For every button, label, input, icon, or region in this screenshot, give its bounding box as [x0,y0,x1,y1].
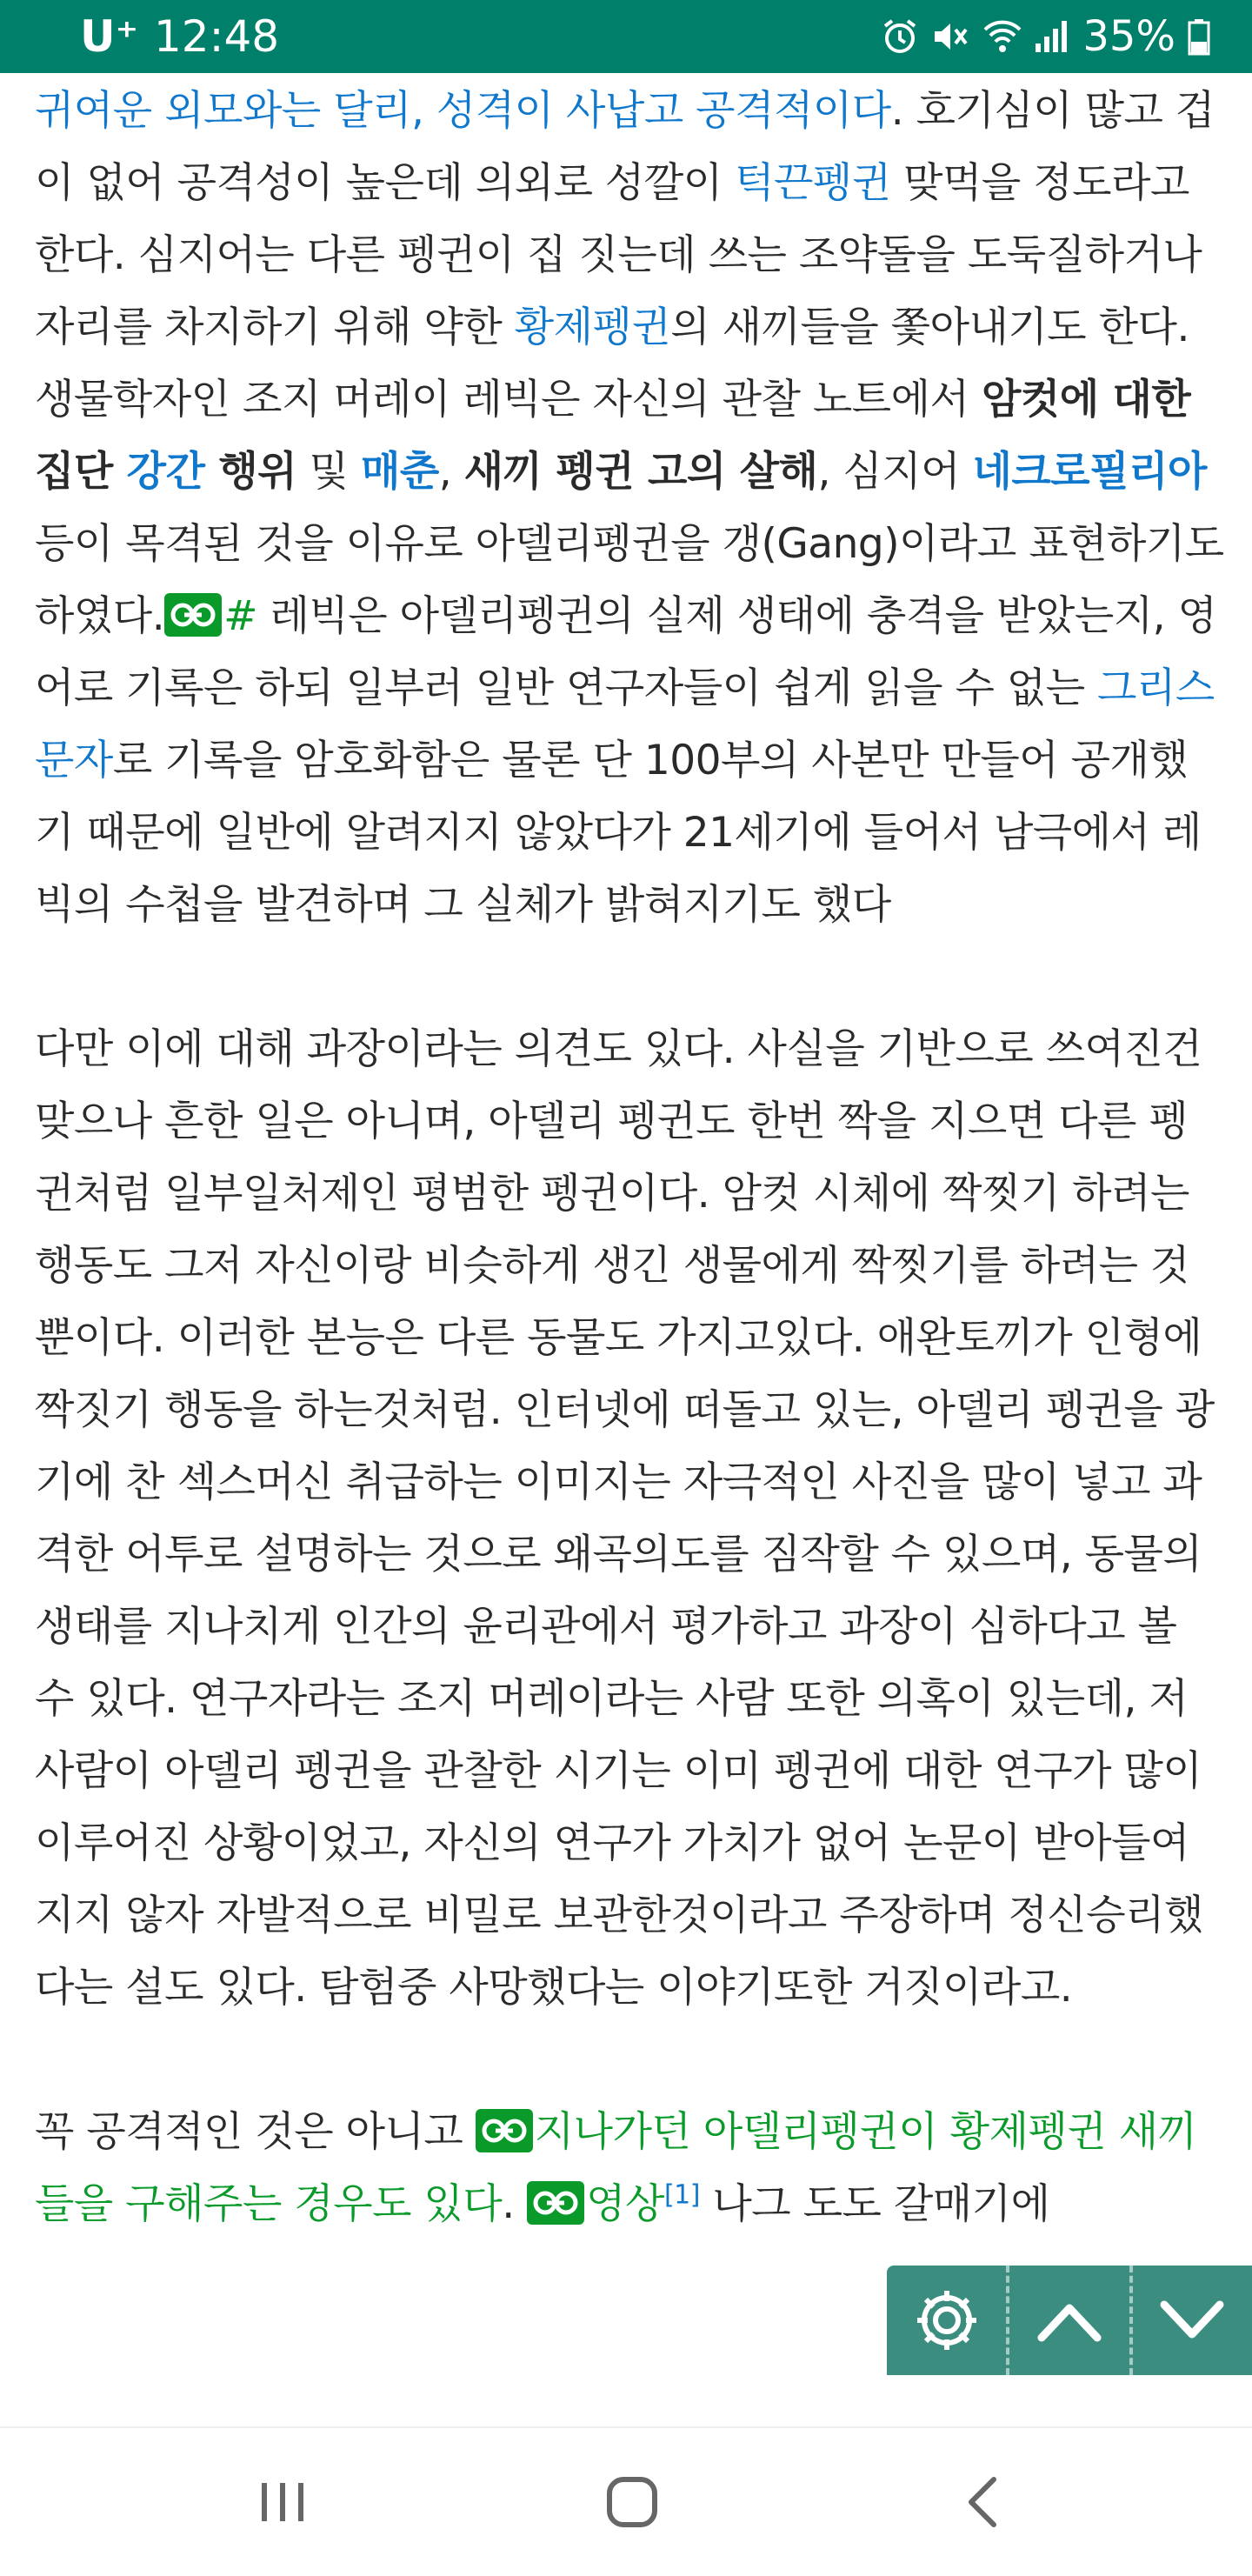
link-greek-alphabet[interactable]: 그리스 문자 [35,664,1215,784]
link-emperor-penguin[interactable]: 황제펭귄 [514,304,671,351]
mute-icon [931,17,969,56]
text-run: 등이 목격된 것을 이유로 아델리펭귄을 갱(Gang)이라고 표현하기도 하였다. [35,520,1224,640]
paragraph-3 [35,2096,1226,2240]
floating-toolbar [887,2266,1252,2375]
status-bar [0,0,1252,73]
bold-text: 암컷에 대한 집단 [35,376,1191,496]
paragraph-2: 다만 이에 대해 과장이라는 의견도 있다. 사실을 기반으로 쓰여진건 맞으나 흔한 일은 아니며, 아델리 펭귄도 한번 짝을 지으면 다른 펭귄처럼 일부일처제인 평범한 펭귄이다. 암컷 시체에 짝찟기 하려는 행동도 그저 자신이랑 비슷하게 생긴 생물에게 짝찟기를 하려는 것 뿐이다. 이러한 본능은 다른 동물도 가지고있다. 애완토끼가 인형에 짝짓기 행동을 하는것처럼. 인터넷에 떠돌고 있는, 아델리 펭귄을 광기에 찬 섹스머신 취급하는 이미지는 자극적인 사진을 많이 넣고 과격한 어투로 설명하는 것으로 왜곡의도를 짐작할 수 있으며, 동물의 생태를 지나치게 인간의 윤리관에서 평가하고 과장이 심하다고 볼 수 있다. 연구자라는 조지 머레이라는 사람 또한 의혹이 있는데, 저 사람이 아델리 펭귄을 관찰한 시기는 이미 펭귄에 대한 연구가 많이 이루어진 상황이었고, 자신의 연구가 가치가 없어 논문이 받아들여지지 않자 자발적으로 비밀로 보관한것이라고 주장하며 정신승리했다는 설도 있다. 탐험중 사망했다는 이야기또한 거짓이라고. [35,1025,1215,2012]
home-icon [604,2474,660,2530]
external-link-video[interactable]: 영상 [586,2180,664,2228]
text-run: . 호기심이 많고 겁이 없어 공격성이 높은데 의외로 성깔이 [35,87,1215,207]
external-link-icon[interactable] [527,2181,584,2225]
scroll-down-button[interactable] [1133,2266,1252,2375]
external-link-icon[interactable] [476,2109,533,2152]
carrier-label: U⁺ [80,11,138,62]
text-run: 나그 도도 갈매기에 [699,2180,1050,2228]
text-run: 맞먹을 정도라고 한다. 심지어는 다른 펭귄이 집 짓는데 쓰는 조약돌을 도둑질하거나 자리를 차지하기 위해 약한 [35,159,1202,351]
scroll-down-icon [1157,2294,1227,2346]
back-icon [961,2474,1004,2530]
paragraph-1 [35,75,1226,941]
text-run: 의 새끼들을 쫓아내기도 한다. 생물학자인 조지 머레이 레빅은 자신의 관찰 노트에서 [35,304,1189,424]
text-run: , [438,448,464,496]
article-content [35,75,1226,2312]
bold-text: 행위 [204,448,297,496]
text-run: . [502,2180,528,2228]
footnote-link-aggressive[interactable]: 귀여운 외모와는 달리, 성격이 사납고 공격적이다 [35,87,891,135]
battery-icon [1188,17,1210,56]
navigation-bar [0,2426,1252,2576]
link-necrophilia[interactable]: 네크로필리아 [972,448,1207,496]
external-link-icon[interactable] [164,593,222,637]
text-run: , 심지어 [817,448,973,496]
bold-text: 새끼 펭귄 고의 살해 [463,448,818,496]
home-button[interactable] [563,2454,702,2550]
scroll-up-button[interactable] [1009,2266,1132,2375]
settings-button[interactable] [887,2266,1009,2375]
link-rape[interactable]: 강간 [126,448,205,496]
link-prostitution[interactable]: 매춘 [360,448,439,496]
content-fade [0,2374,1252,2426]
battery-percent: 35% [1082,12,1175,61]
signal-icon [1032,17,1070,56]
alarm-icon [881,17,919,56]
text-run: 로 기록을 암호화함은 물론 단 100부의 사본만 만들어 공개했기 때문에 일반에 알려지지 않았다가 21세기에 들어서 남극에서 레빅의 수첩을 발견하며 그 실체가 밝혀지기도 했다 [35,737,1202,929]
status-left [80,9,279,64]
text-run: 레빅은 아델리펭귄의 실제 생태에 충격을 받았는지, 영어로 기록은 하되 일부러 일반 연구자들이 쉽게 읽을 수 없는 [35,592,1217,712]
clock: 12:48 [154,11,280,62]
external-link-hash[interactable]: # [223,592,258,640]
link-chinstrap-penguin[interactable]: 턱끈펭귄 [735,159,891,207]
text-run: 꼭 공격적인 것은 아니고 [35,2108,476,2156]
recent-apps-icon [256,2476,309,2528]
external-link-adelie-rescue[interactable]: 지나가던 아델리펭귄이 황제펭귄 새끼들을 구해주는 경우도 있다 [35,2108,1197,2228]
scroll-up-icon [1035,2294,1104,2346]
recent-apps-button[interactable] [213,2454,352,2550]
status-right [881,10,1210,63]
settings-icon [910,2284,983,2357]
wifi-icon [982,17,1020,56]
footnote-ref[interactable]: [1] [663,2179,700,2211]
text-run: 및 [296,448,361,496]
back-button[interactable] [913,2454,1052,2550]
